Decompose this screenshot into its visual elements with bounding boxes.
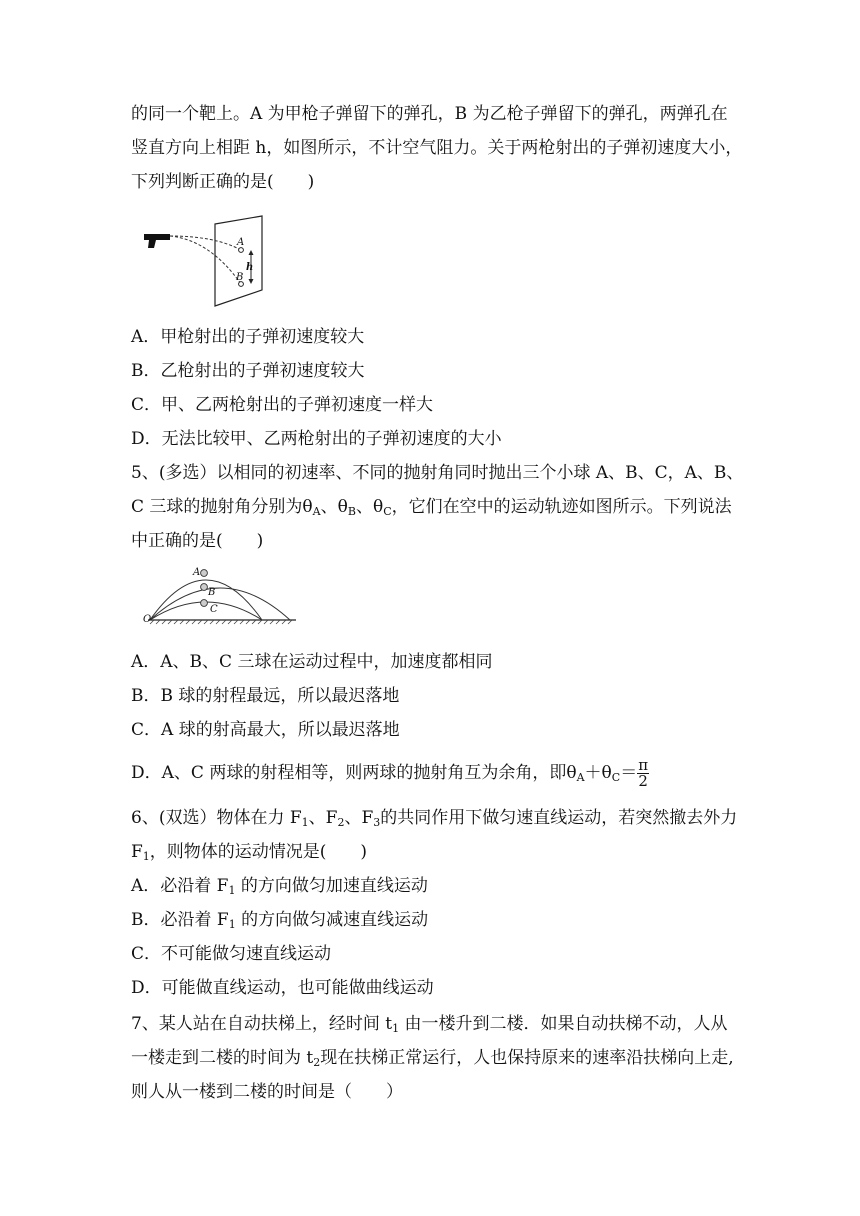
q6-option-a: A．必沿着 $F_1$ 的方向做匀加速直线运动 [131, 876, 428, 897]
q4-text-line-3: 下列判断正确的是( ) [131, 172, 315, 192]
label-o: O [143, 614, 152, 625]
q7-text-line-3: 则人从一楼到二楼的时间是（ ） [131, 1082, 403, 1102]
q5-option-b: B．B 球的射程最远，所以最迟落地 [131, 686, 400, 706]
q5-option-d: D．A、C 两球的射程相等，则两球的抛射角互为余角，即$\theta_A+\theta_C=$ $\frac{\pi}{2}$ [131, 756, 649, 790]
q7-text-line-2: 一楼走到二楼的时间为 $t_2$现在扶梯正常运行，人也保持原来的速率沿扶梯向上走, [131, 1048, 734, 1069]
q4-option-a: A．甲枪射出的子弹初速度较大 [131, 327, 365, 347]
q4-text-line-1: 的同一个靶上。A 为甲枪子弹留下的弹孔，B 为乙枪子弹留下的弹孔，两弹孔在 [131, 104, 728, 124]
q4-option-d: D．无法比较甲、乙两枪射出的子弹初速度的大小 [131, 429, 502, 449]
q5-text-line-3: 中正确的是( ) [131, 531, 264, 551]
q5-projectile-figure [140, 562, 300, 630]
trajectory-b [150, 588, 290, 620]
trajectory-b [170, 236, 244, 284]
label-c: C [210, 604, 218, 615]
ball-c [201, 600, 208, 607]
q5-option-a: A．A、B、C 三球在运动过程中，加速度都相同 [131, 652, 493, 672]
q7-text-line-1: 7、某人站在自动扶梯上，经时间 $t_1$ 由一楼升到二楼．如果自动扶梯不动，人从 [131, 1014, 728, 1035]
q6-text-line-2: $F_1$，则物体的运动情况是( ) [131, 842, 368, 863]
q4-option-b: B．乙枪射出的子弹初速度较大 [131, 361, 365, 381]
q6-option-b: B．必沿着 $F_1$ 的方向做匀减速直线运动 [131, 910, 429, 931]
q6-option-c: C．不可能做匀速直线运动 [131, 944, 332, 964]
q6-option-d: D．可能做直线运动，也可能做曲线运动 [131, 978, 434, 998]
q5-text-line-2: C 三球的抛射角分别为$\theta_A$、$\theta_B$、$\theta_C$，它们在空中的运动轨迹如图所示。下列说法 [131, 497, 732, 518]
q5-text-line-1: 5、(多选）以相同的初速率、不同的抛射角同时抛出三个小球 A、B、C，A、B、 [131, 463, 744, 483]
label-a: A [193, 567, 201, 578]
q4-gun-target-figure [140, 214, 270, 310]
label-h: h [246, 262, 254, 273]
label-b: B [208, 587, 216, 598]
label-b: B [236, 272, 244, 283]
q4-option-c: C．甲、乙两枪射出的子弹初速度一样大 [131, 395, 434, 415]
ball-b [201, 584, 208, 591]
gun-icon [144, 234, 170, 248]
target-plate [215, 216, 262, 306]
label-a: A [237, 237, 245, 248]
bullet-hole-a [239, 248, 244, 253]
q4-text-line-2: 竖直方向上相距 h，如图所示，不计空气阻力。关于两枪射出的子弹初速度大小， [131, 138, 743, 158]
q6-text-line-1: 6、(双选）物体在力 $F_1$、$F_2$、$F_3$的共同作用下做匀速直线运动，若突然撤去外力 [131, 808, 738, 829]
q5-option-c: C．A 球的射高最大，所以最迟落地 [131, 720, 400, 740]
pi-over-2-fraction: $\frac{\pi}{2}$ [638, 756, 649, 790]
ball-a [201, 570, 208, 577]
